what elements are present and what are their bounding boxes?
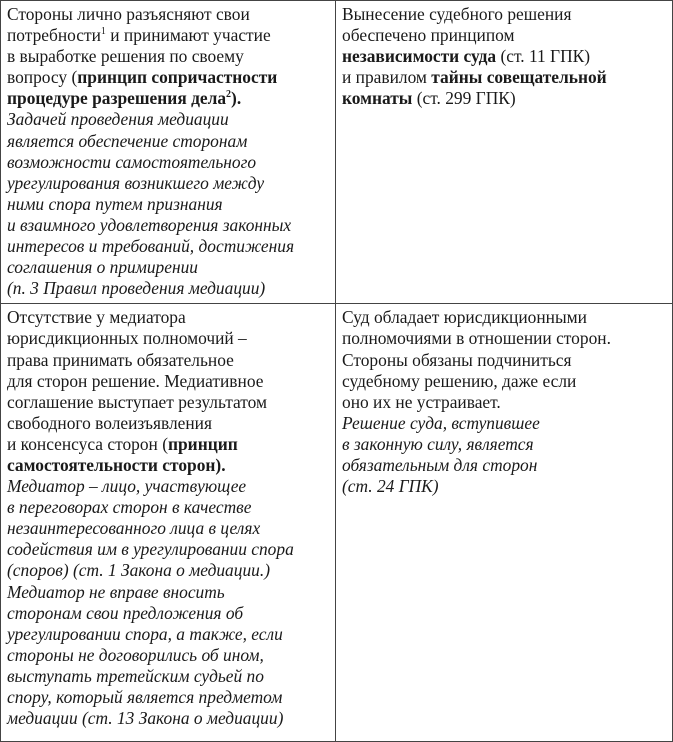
legal-quote-line: выступать третейским судьей по bbox=[7, 665, 264, 686]
legal-quote-line: интересов и требований, достижения bbox=[7, 236, 295, 257]
court-decision-cell bbox=[336, 1, 673, 304]
text-line: права принимать обязательное bbox=[7, 349, 234, 370]
principle-name: принцип bbox=[167, 433, 238, 454]
mediation-participation-cell bbox=[1, 1, 336, 304]
principle-name: принцип сопричастности bbox=[77, 67, 278, 88]
legal-quote-line: незаинтересованного лица в целях bbox=[7, 518, 261, 539]
footnote-ref-2: 2 bbox=[226, 89, 232, 101]
legal-quote-line: Решение суда, вступившее bbox=[342, 412, 540, 433]
principle-name: комнаты bbox=[342, 88, 413, 109]
legal-quote-line: и взаимного удовлетворения законных bbox=[7, 214, 292, 235]
text-line: Стороны обязаны подчиниться bbox=[342, 349, 572, 370]
text-fragment: ). bbox=[231, 88, 242, 109]
legal-quote-line: обязательным для сторон bbox=[342, 454, 538, 475]
mediator-authority-cell bbox=[1, 304, 336, 742]
legal-quote-line: (ст. 24 ГПК) bbox=[342, 476, 439, 497]
principle-name: независимости суда bbox=[342, 46, 497, 67]
footnote-ref-1: 1 bbox=[100, 26, 106, 38]
legal-quote-line: (споров) (ст. 1 Закона о медиации.) bbox=[7, 560, 270, 581]
text-fragment: вопросу ( bbox=[7, 67, 78, 88]
legal-quote-line: спору, который является предметом bbox=[7, 687, 283, 707]
text-line: Суд обладает юрисдикционными bbox=[342, 307, 587, 328]
text-line: Вынесение судебного решения bbox=[342, 4, 572, 24]
legal-quote-line: урегулирования возникшего между bbox=[7, 172, 265, 193]
text-line: юрисдикционных полномочий – bbox=[7, 328, 247, 349]
legal-quote-line: сторонам свои предложения об bbox=[7, 602, 244, 623]
principle-name: тайны совещательной bbox=[431, 67, 607, 88]
text-line: в выработке решения по своему bbox=[7, 46, 244, 67]
text-line: обеспечено принципом bbox=[342, 25, 515, 46]
text-line: судебному решению, даже если bbox=[342, 370, 577, 391]
text-line: свободного волеизъявления bbox=[7, 412, 212, 433]
principle-name: самостоятельности сторон bbox=[7, 454, 216, 475]
legal-quote-line: урегулировании спора, а также, если bbox=[7, 623, 283, 644]
legal-quote-line: соглашения о примирении bbox=[7, 257, 198, 278]
legal-quote-line: стороны не договорились об ином, bbox=[7, 644, 264, 665]
text-line: полномочиями в отношении сторон. bbox=[342, 328, 611, 349]
text-fragment: и правилом bbox=[342, 67, 432, 88]
legal-quote-line: Задачей проведения медиации bbox=[7, 109, 229, 130]
legal-quote-line: в законную силу, является bbox=[342, 433, 534, 454]
text-fragment: (ст. 11 ГПК) bbox=[496, 46, 591, 67]
text-line: Отсутствие у медиатора bbox=[7, 307, 186, 328]
legal-quote-line: содействия им в урегулировании спора bbox=[7, 539, 294, 560]
text-line: соглашение выступает результатом bbox=[7, 391, 268, 412]
legal-quote-line: ними спора путем признания bbox=[7, 193, 223, 214]
text-fragment: и консенсуса сторон ( bbox=[7, 433, 168, 454]
text-fragment: и принимают участие bbox=[105, 25, 271, 46]
text-fragment: потребности bbox=[7, 25, 101, 46]
legal-quote-line: в переговорах сторон в качестве bbox=[7, 497, 252, 518]
text-fragment: ). bbox=[215, 454, 226, 475]
text-line: для сторон решение. Медиативное bbox=[7, 370, 264, 391]
principle-name: процедуре разрешения дела bbox=[7, 88, 227, 109]
legal-quote-line: является обеспечение сторонам bbox=[7, 130, 248, 151]
legal-quote-line: Медиатор не вправе вносить bbox=[7, 581, 225, 602]
text-fragment: (ст. 299 ГПК) bbox=[412, 88, 516, 109]
legal-quote-line: медиации (ст. 13 Закона о медиации) bbox=[7, 708, 284, 729]
text-line: Стороны лично разъясняют свои bbox=[7, 4, 250, 24]
text-line: оно их не устраивает. bbox=[342, 391, 501, 412]
court-jurisdiction-cell bbox=[336, 304, 673, 742]
legal-quote-line: Медиатор – лицо, участвующее bbox=[7, 476, 247, 497]
legal-quote-line: (п. 3 Правил проведения медиации) bbox=[7, 278, 266, 299]
table-row bbox=[1, 1, 673, 304]
legal-quote-line: возможности самостоятельного bbox=[7, 151, 257, 172]
table-row bbox=[1, 304, 673, 742]
